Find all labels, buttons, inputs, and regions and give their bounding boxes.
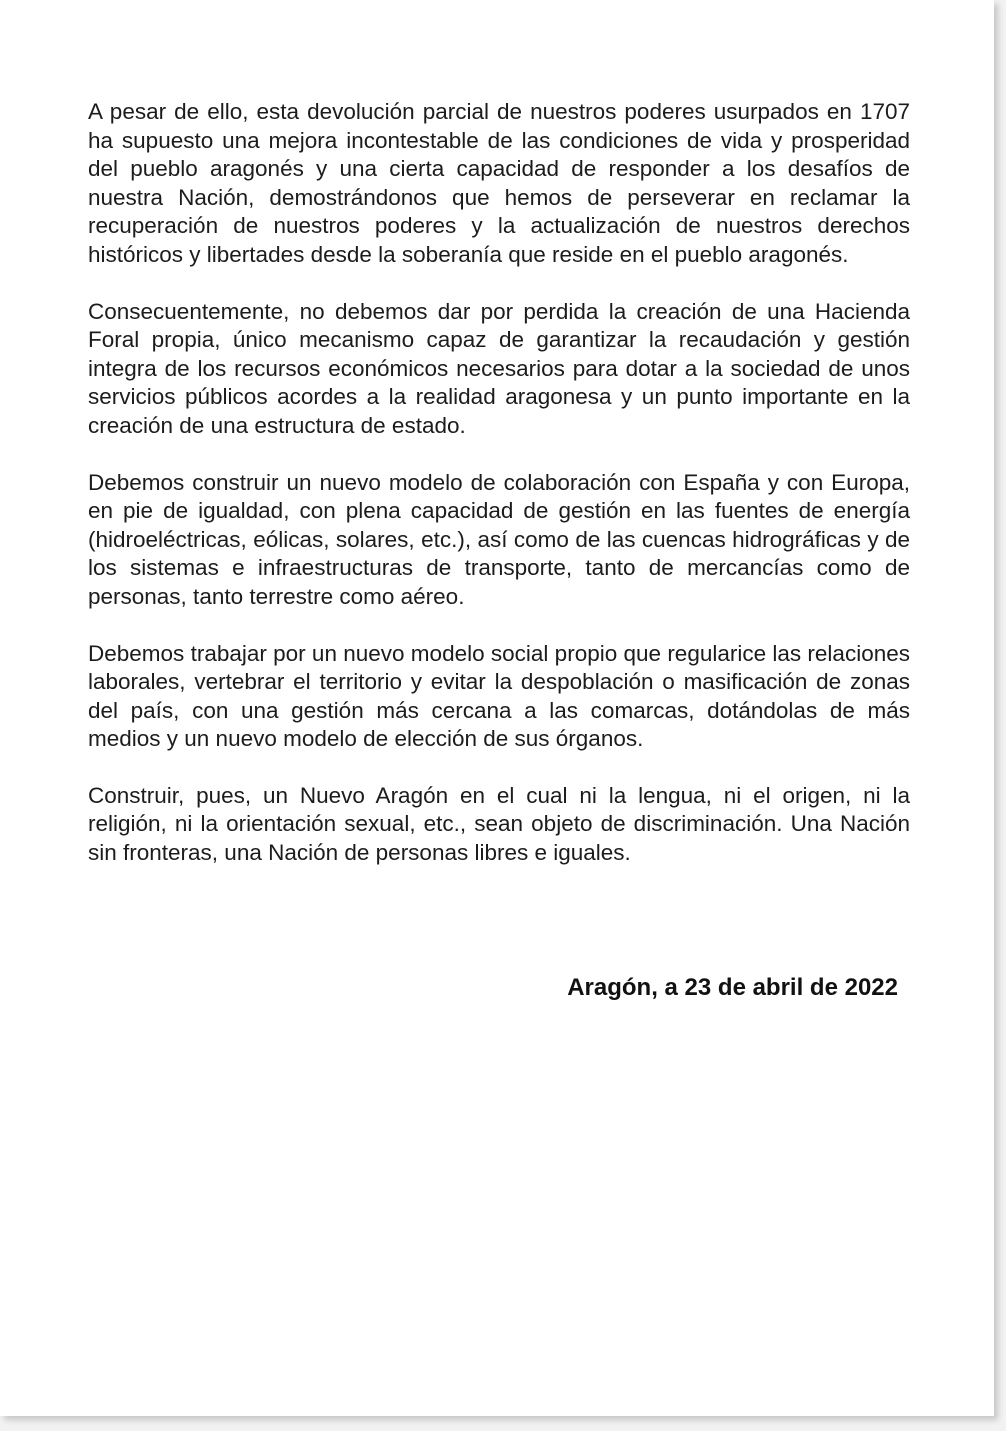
- paragraph-2: Consecuentemente, no debemos dar por perdida la creación de una Hacienda Foral propia, único mecanismo capaz de garantizar la recaudación y gestión integra de los recursos económicos necesarios para dotar a la sociedad de unos servicios públicos acordes a la realidad aragonesa y un punto importante en la creación de una estructura de estado.: [88, 298, 910, 438]
- paragraph-4: Debemos trabajar por un nuevo modelo social propio que regularice las relaciones laborales, vertebrar el territorio y evitar la despoblación o masificación de zonas del país, con una gestión más cercana a las comarcas, dotándolas de más medios y un nuevo modelo de elección de sus órganos.: [88, 640, 910, 752]
- document-body: [88, 98, 910, 896]
- signature-date-line: Aragón, a 23 de abril de 2022: [567, 974, 898, 1001]
- paragraph-3: Debemos construir un nuevo modelo de colaboración con España y con Europa, en pie de igualdad, con plena capacidad de gestión en las fuentes de energía (hidroeléctricas, eólicas, solares, etc.), así como de las cuencas hidrográficas y de los sistemas e infraestructuras de transporte, tanto de mercancías como de personas, tanto terrestre como aéreo.: [88, 469, 910, 609]
- paragraph-1: A pesar de ello, esta devolución parcial de nuestros poderes usurpados en 1707 ha supuesto una mejora incontestable de las condiciones de vida y prosperidad del pueblo aragonés y una cierta capacidad de responder a los desafíos de nuestra Nación, demostrándonos que hemos de perseverar en reclamar la recuperación de nuestros poderes y la actualización de nuestros derechos históricos y libertades desde la soberanía que reside en el pueblo aragonés.: [88, 99, 910, 267]
- paragraph-5: Construir, pues, un Nuevo Aragón en el cual ni la lengua, ni el origen, ni la religión, ni la orientación sexual, etc., sean objeto de discriminación. Una Nación sin fronteras, una Nación de personas libres e iguales.: [88, 782, 910, 866]
